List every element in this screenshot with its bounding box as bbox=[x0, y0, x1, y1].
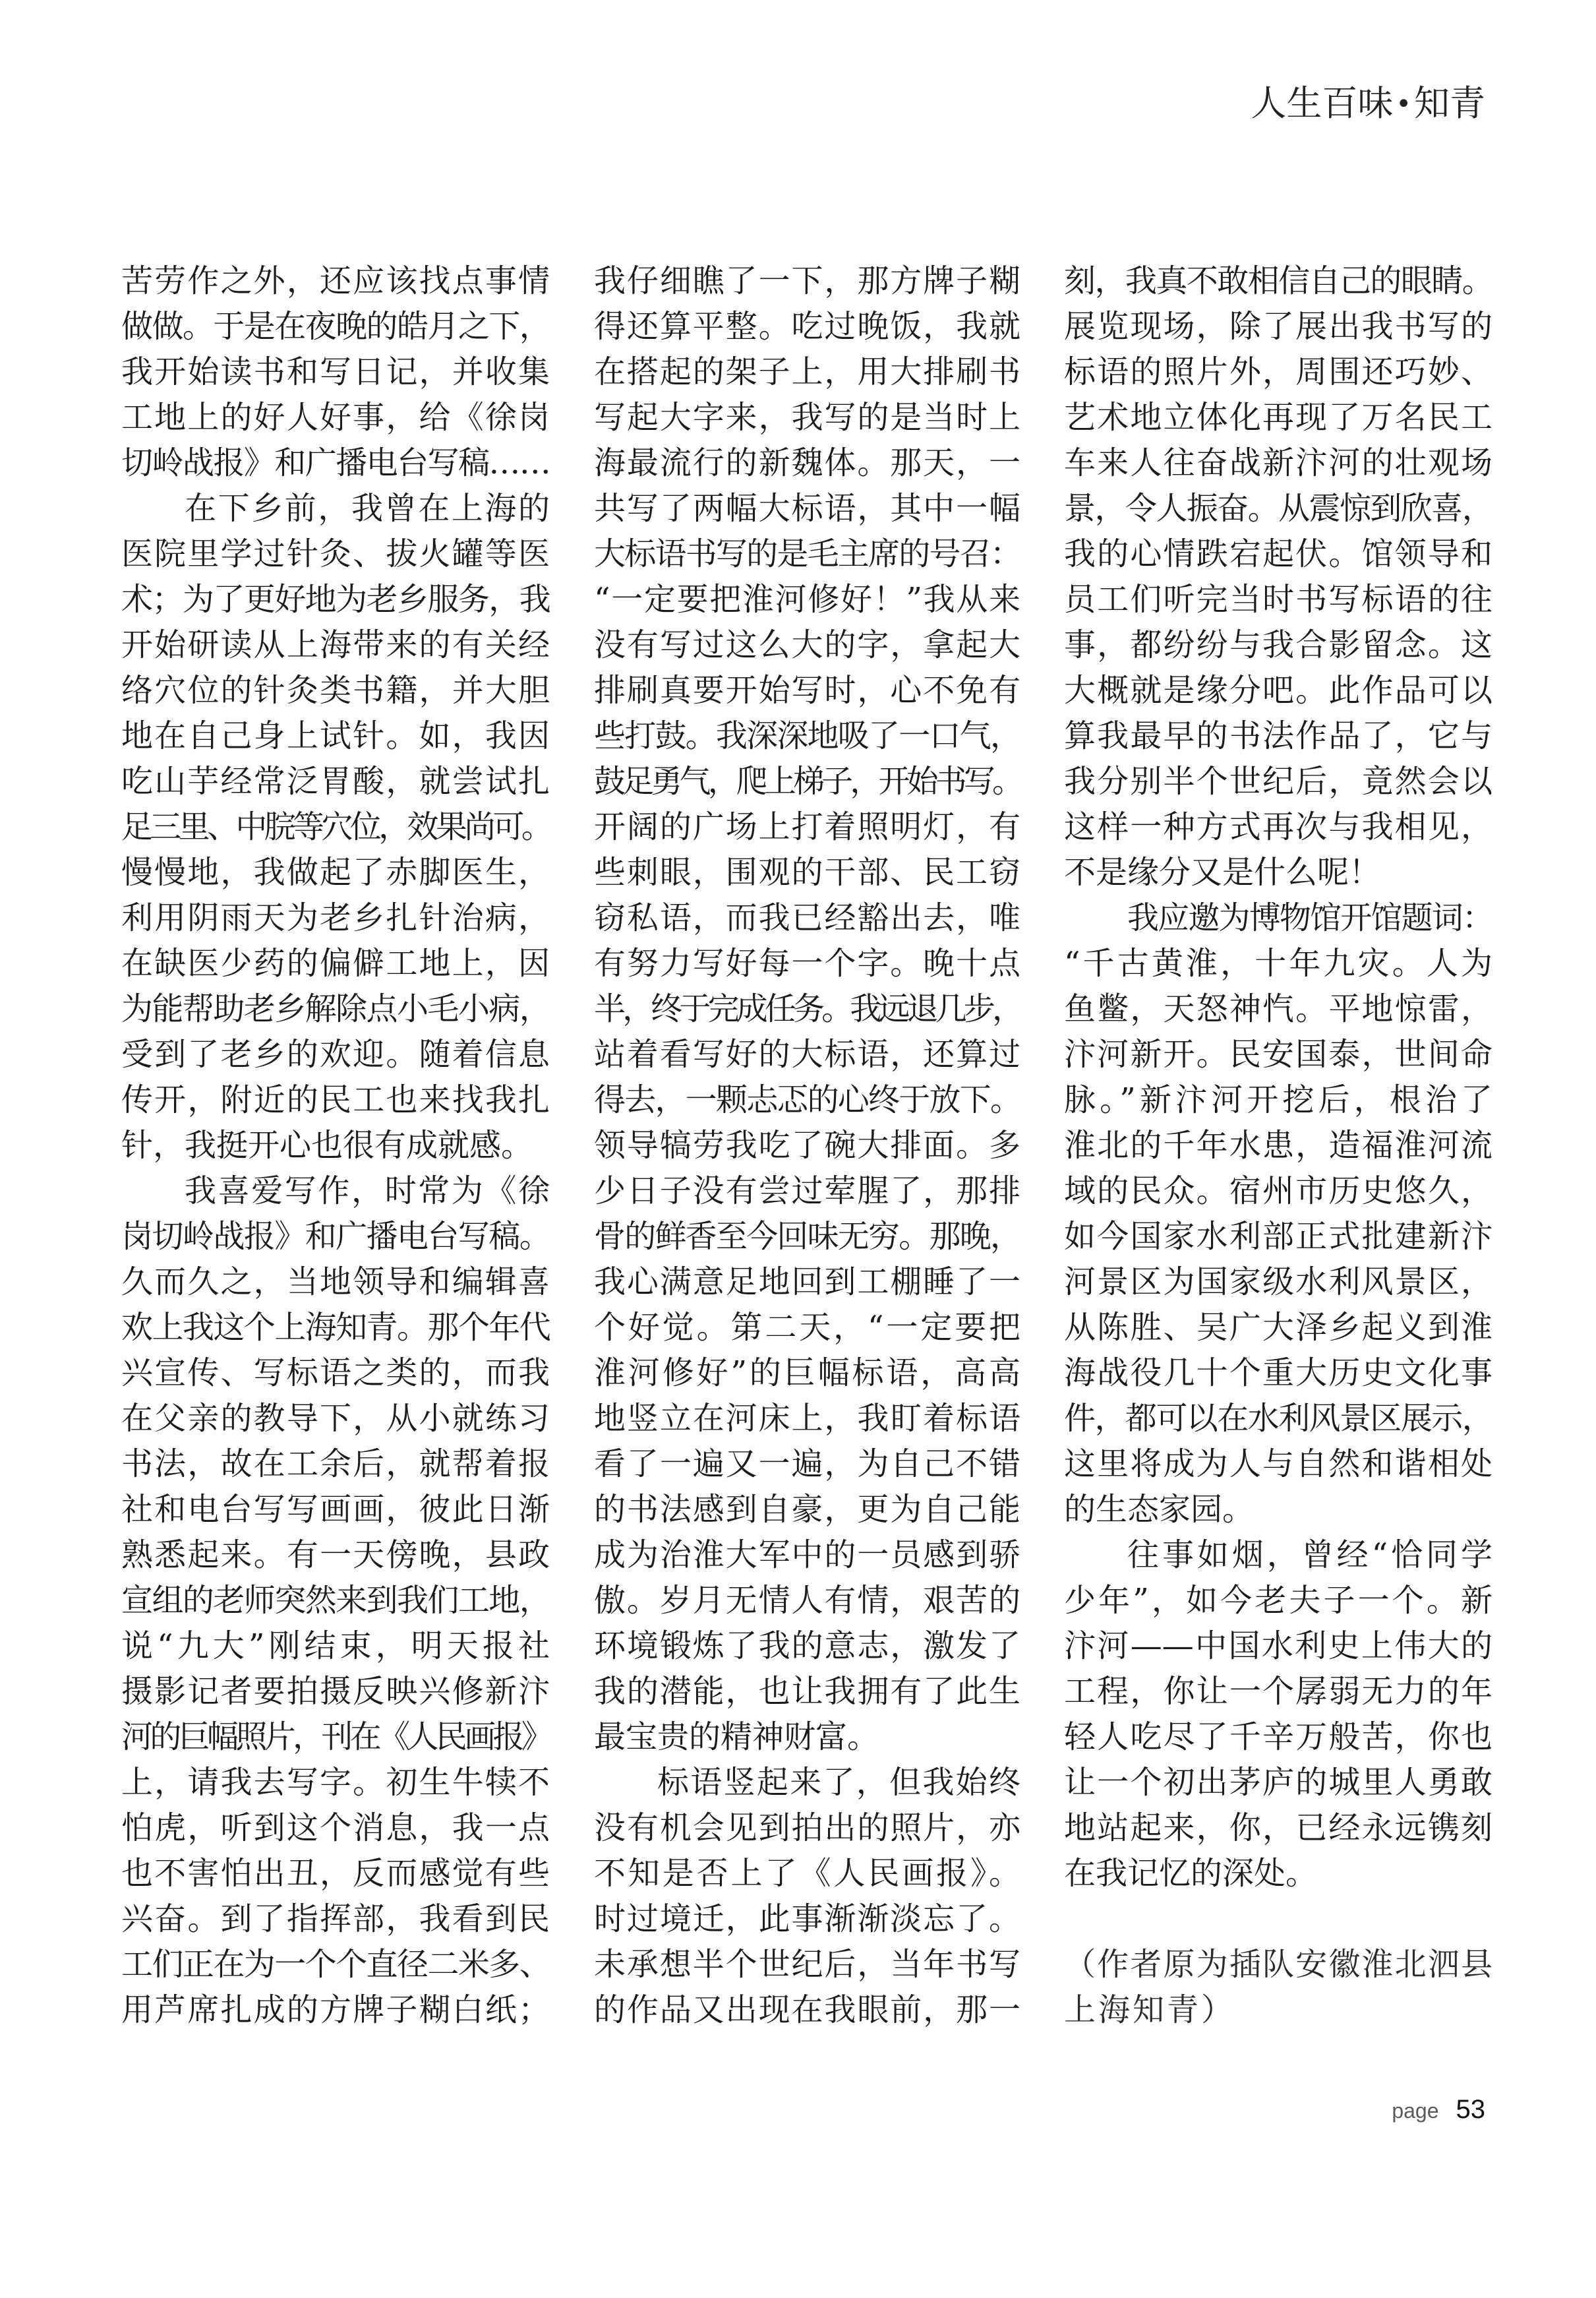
text-line: 如今国家水利部正式批建新汴 bbox=[1064, 1218, 1493, 1255]
text-line: 鼓足勇气，爬上梯子，开始书写。 bbox=[594, 763, 1020, 800]
text-line: 河景区为国家级水利风景区， bbox=[1064, 1263, 1493, 1300]
text-line: 不是缘分又是什么呢！ bbox=[1064, 854, 1381, 891]
text-line: 傲。岁月无情人有情，艰苦的 bbox=[594, 1582, 1020, 1619]
article-column-1 bbox=[121, 258, 550, 2033]
text-line: 针，我挺开心也很有成就感。 bbox=[121, 1127, 533, 1164]
text-line: 在我记忆的深处。 bbox=[1064, 1855, 1318, 1892]
text-line: 得去，一颗忐忑的心终于放下。 bbox=[594, 1081, 1020, 1118]
text-line: 在缺医少药的偏僻工地上，因 bbox=[121, 945, 550, 982]
text-line: 上，请我去写字。初生牛犊不 bbox=[121, 1764, 550, 1801]
text-line: 骨的鲜香至今回味无穷。那晚， bbox=[594, 1218, 1020, 1255]
text-line: 得还算平整。吃过晚饭，我就 bbox=[594, 308, 1020, 345]
text-line: 站着看写好的大标语，还算过 bbox=[594, 1036, 1020, 1073]
text-line: 也不害怕出丑，反而感觉有些 bbox=[121, 1855, 550, 1892]
text-line: 算我最早的书法作品了，它与 bbox=[1064, 717, 1493, 754]
text-line: 没有机会见到拍出的照片，亦 bbox=[594, 1809, 1020, 1846]
text-line: 在父亲的教导下，从小就练习 bbox=[121, 1400, 550, 1437]
text-line: 怕虎，听到这个消息，我一点 bbox=[121, 1809, 550, 1846]
text-line: 受到了老乡的欢迎。随着信息 bbox=[121, 1036, 550, 1073]
text-line: 共写了两幅大标语，其中一幅 bbox=[594, 490, 1020, 527]
text-line: 利用阴雨天为老乡扎针治病， bbox=[121, 899, 550, 936]
text-line: 地在自己身上试针。如，我因 bbox=[121, 717, 550, 754]
text-line: 淮河修好”的巨幅标语，高高 bbox=[594, 1354, 1020, 1391]
text-line: 我分别半个世纪后，竟然会以 bbox=[1064, 763, 1493, 800]
text-line: 领导犒劳我吃了碗大排面。多 bbox=[594, 1127, 1020, 1164]
text-line: 说“九大”刚结束，明天报社 bbox=[121, 1627, 550, 1664]
text-line: 半，终于完成任务。我远退几步， bbox=[594, 990, 1020, 1027]
author-note-line: （作者原为插队安徽淮北泗县 bbox=[1064, 1946, 1493, 1983]
author-note-line: 上海知青） bbox=[1064, 1991, 1236, 2028]
text-line: 苦劳作之外，还应该找点事情 bbox=[121, 262, 550, 299]
text-line: 兴奋。到了指挥部，我看到民 bbox=[121, 1900, 550, 1937]
text-line: “千古黄淮，十年九灾。人为 bbox=[1064, 945, 1493, 982]
text-line: 环境锻炼了我的意志，激发了 bbox=[594, 1627, 1020, 1664]
text-line: 窃私语，而我已经豁出去，唯 bbox=[594, 899, 1020, 936]
text-line: 让一个初出茅庐的城里人勇敢 bbox=[1064, 1764, 1493, 1801]
text-line: 河的巨幅照片，刊在《人民画报》 bbox=[121, 1718, 550, 1755]
text-line: 汴河——中国水利史上伟大的 bbox=[1064, 1627, 1493, 1664]
text-line: 工们正在为一个个直径二米多、 bbox=[121, 1946, 550, 1983]
text-line: 最宝贵的精神财富。 bbox=[594, 1718, 879, 1755]
text-line: 地站起来，你，已经永远镌刻 bbox=[1064, 1809, 1493, 1846]
text-line: 标语的照片外，周围还巧妙、 bbox=[1064, 353, 1493, 390]
text-line: 在搭起的架子上，用大排刷书 bbox=[594, 353, 1020, 390]
text-line: 吃山芋经常泛胃酸，就尝试扎 bbox=[121, 763, 550, 800]
text-line: 兴宣传、写标语之类的，而我 bbox=[121, 1354, 550, 1391]
text-line: 我喜爱写作，时常为《徐 bbox=[185, 1172, 550, 1209]
text-line: 我应邀为博物馆开馆题词： bbox=[1127, 899, 1493, 936]
text-line: 轻人吃尽了千辛万般苦，你也 bbox=[1064, 1718, 1493, 1755]
text-line: 域的民众。宿州市历史悠久， bbox=[1064, 1172, 1493, 1209]
text-line: 我开始读书和写日记，并收集 bbox=[121, 353, 550, 390]
text-line: 少年”，如今老夫子一个。新 bbox=[1064, 1582, 1493, 1619]
text-line: 排刷真要开始写时，心不免有 bbox=[594, 672, 1020, 709]
text-line: 往事如烟，曾经“恰同学 bbox=[1127, 1536, 1493, 1573]
text-line: 我的潜能，也让我拥有了此生 bbox=[594, 1673, 1020, 1710]
text-line: 开阔的广场上打着照明灯，有 bbox=[594, 808, 1020, 845]
text-line: 大概就是缘分吧。此作品可以 bbox=[1064, 672, 1493, 709]
text-line: 熟悉起来。有一天傍晚，县政 bbox=[121, 1536, 550, 1573]
text-line: 地竖立在河床上，我盯着标语 bbox=[594, 1400, 1020, 1437]
text-line: 鱼鳖，天怒神忾。平地惊雷， bbox=[1064, 990, 1493, 1027]
text-line: 个好觉。第二天，“一定要把 bbox=[594, 1309, 1020, 1346]
text-line: 事，都纷纷与我合影留念。这 bbox=[1064, 626, 1493, 663]
text-line: 我心满意足地回到工棚睡了一 bbox=[594, 1263, 1020, 1300]
text-line: 淮北的千年水患，造福淮河流 bbox=[1064, 1127, 1493, 1164]
section-topic: 知青 bbox=[1414, 82, 1485, 124]
section-header bbox=[1251, 82, 1485, 125]
text-line: 摄影记者要拍摄反映兴修新汴 bbox=[121, 1673, 550, 1710]
page-number: 53 bbox=[1456, 2095, 1485, 2124]
text-line: 足三里、中脘等穴位，效果尚可。 bbox=[121, 808, 550, 845]
text-line: 些打鼓。我深深地吸了一口气， bbox=[594, 717, 1020, 754]
text-line: 的生态家园。 bbox=[1064, 1491, 1255, 1528]
text-line: 汴河新开。民安国泰，世间命 bbox=[1064, 1036, 1493, 1073]
text-line: 没有写过这么大的字，拿起大 bbox=[594, 626, 1020, 663]
text-line: 员工们听完当时书写标语的往 bbox=[1064, 581, 1493, 618]
text-line: 海最流行的新魏体。那天，一 bbox=[594, 444, 1020, 481]
text-line: 这样一种方式再次与我相见， bbox=[1064, 808, 1493, 845]
text-line: 我仔细瞧了一下，那方牌子糊 bbox=[594, 262, 1020, 299]
text-line: 刻，我真不敢相信自己的眼睛。 bbox=[1064, 262, 1493, 299]
text-line: 写起大字来，我写的是当时上 bbox=[594, 399, 1020, 436]
text-line: 络穴位的针灸类书籍，并大胆 bbox=[121, 672, 550, 709]
text-line: 欢上我这个上海知青。那个年代 bbox=[121, 1309, 550, 1346]
text-line: 切岭战报》和广播电台写稿…… bbox=[121, 444, 550, 481]
text-line: 脉。”新汴河开挖后，根治了 bbox=[1064, 1081, 1493, 1118]
text-line: 标语竖起来了，但我始终 bbox=[657, 1764, 1020, 1801]
text-line: 久而久之，当地领导和编辑喜 bbox=[121, 1263, 550, 1300]
separator-dot: • bbox=[1396, 89, 1411, 119]
text-line: 从陈胜、吴广大泽乡起义到淮 bbox=[1064, 1309, 1493, 1346]
text-line: 工程，你让一个孱弱无力的年 bbox=[1064, 1673, 1493, 1710]
text-line: 医院里学过针灸、拔火罐等医 bbox=[121, 535, 550, 572]
text-line: 用芦席扎成的方牌子糊白纸； bbox=[121, 1991, 550, 2028]
text-line: 有努力写好每一个字。晚十点 bbox=[594, 945, 1020, 982]
text-line: 做做。于是在夜晚的皓月之下， bbox=[121, 308, 550, 345]
page-footer bbox=[1392, 2092, 1485, 2127]
text-line: 车来人往奋战新汴河的壮观场 bbox=[1064, 444, 1493, 481]
text-line: 艺术地立体化再现了万名民工 bbox=[1064, 399, 1493, 436]
text-line: 大标语书写的是毛主席的号召： bbox=[594, 535, 1020, 572]
text-line: 术；为了更好地为老乡服务，我 bbox=[121, 581, 550, 618]
article-column-3 bbox=[1064, 258, 1493, 2033]
text-line: 在下乡前，我曾在上海的 bbox=[185, 490, 550, 527]
text-line: “一定要把淮河修好！”我从来 bbox=[594, 581, 1020, 618]
text-line: 书法，故在工余后，就帮着报 bbox=[121, 1445, 550, 1482]
paragraph-gap bbox=[1064, 1896, 1493, 1942]
section-title: 人生百味 bbox=[1251, 82, 1394, 124]
text-line: 件，都可以在水利风景区展示， bbox=[1064, 1400, 1493, 1437]
text-line: 传开，附近的民工也来找我扎 bbox=[121, 1081, 550, 1118]
text-line: 慢慢地，我做起了赤脚医生， bbox=[121, 854, 550, 891]
text-line: 的作品又出现在我眼前，那一 bbox=[594, 1991, 1020, 2028]
text-line: 时过境迁，此事渐渐淡忘了。 bbox=[594, 1900, 1020, 1937]
text-line: 不知是否上了《人民画报》。 bbox=[594, 1855, 1020, 1892]
text-line: 的书法感到自豪，更为自己能 bbox=[594, 1491, 1020, 1528]
text-line: 看了一遍又一遍，为自己不错 bbox=[594, 1445, 1020, 1482]
text-line: 工地上的好人好事，给《徐岗 bbox=[121, 399, 550, 436]
text-line: 我的心情跌宕起伏。馆领导和 bbox=[1064, 535, 1493, 572]
text-line: 社和电台写写画画，彼此日渐 bbox=[121, 1491, 550, 1528]
article-column-2 bbox=[594, 258, 1020, 2033]
text-line: 岗切岭战报》和广播电台写稿。 bbox=[121, 1218, 550, 1255]
text-line: 开始研读从上海带来的有关经 bbox=[121, 626, 550, 663]
text-line: 未承想半个世纪后，当年书写 bbox=[594, 1946, 1020, 1983]
text-line: 为能帮助老乡解除点小毛小病， bbox=[121, 990, 550, 1027]
text-line: 成为治淮大军中的一员感到骄 bbox=[594, 1536, 1020, 1573]
page-label: page bbox=[1392, 2099, 1439, 2123]
text-line: 少日子没有尝过荤腥了，那排 bbox=[594, 1172, 1020, 1209]
text-line: 这里将成为人与自然和谐相处 bbox=[1064, 1445, 1493, 1482]
text-line: 展览现场，除了展出我书写的 bbox=[1064, 308, 1493, 345]
text-line: 宣组的老师突然来到我们工地， bbox=[121, 1582, 550, 1619]
text-line: 海战役几十个重大历史文化事 bbox=[1064, 1354, 1493, 1391]
text-line: 景，令人振奋。从震惊到欣喜， bbox=[1064, 490, 1493, 527]
text-line: 些刺眼，围观的干部、民工窃 bbox=[594, 854, 1020, 891]
